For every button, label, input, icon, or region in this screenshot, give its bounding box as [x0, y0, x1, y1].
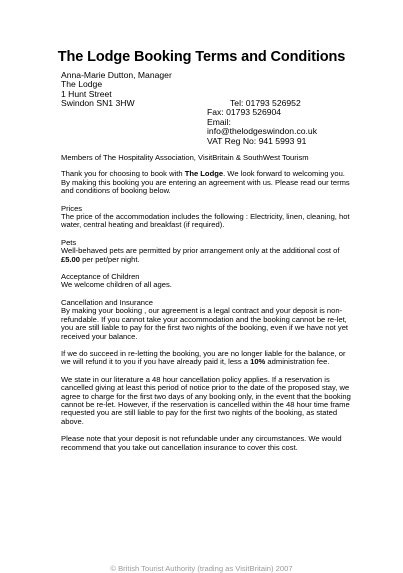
- address-city: Swindon SN1 3HW: [61, 98, 135, 109]
- contact-fax: Fax: 01793 526904: [207, 107, 282, 118]
- children-text: We welcome children of all ages.: [61, 280, 172, 290]
- address-org: The Lodge: [61, 79, 103, 90]
- cancellation-paragraph-1: By making your booking , our agreement is a legal contract and your deposit is non-refundable. If you cannot take your accommodation and the booking cannot be re-let, you are still liable to pay for the first two nights of the booking, even if we have not yet received your balance.: [61, 306, 349, 341]
- cancellation-paragraph-4: Please note that your deposit is not refundable under any circumstances. We would recommend that you take out cancellation insurance to cover this cost.: [61, 434, 342, 452]
- document-body: [61, 154, 351, 452]
- document-title: The Lodge Booking Terms and Conditions: [57, 49, 346, 65]
- cancellation-heading: Cancellation and Insurance: [61, 297, 154, 307]
- members-line: Members of The Hospitality Association, VisitBritain & SouthWest Tourism: [61, 153, 309, 162]
- pets-text-2: per pet/per night.: [80, 254, 140, 264]
- pets-text-1: Well-behaved pets are permitted by prior arrangement only at the additional cost of: [61, 246, 340, 256]
- copyright-footer: © British Tourist Authority (trading as VisitBritain) 2007: [110, 564, 293, 573]
- prices-text: The price of the accommodation includes the following : Electricity, linen, cleaning, hot water, central heating and breakfast (if required).: [61, 212, 350, 230]
- cancellation-paragraph-3: We state in our literature a 48 hour cancellation policy applies. If a reservation is cancelled giving at least this period of notice prior to the date of the proposed stay, we agree to charge for the first two days of any booking only, in the event that the booking cannot be re-let. However, if the reservation is cancelled within the 48 hour time frame requested you are still liable to pay for the first two nights of the booking, as stated above.: [61, 374, 351, 426]
- address-street: 1 Hunt Street: [61, 88, 112, 99]
- pets-cost: £5.00: [61, 254, 81, 264]
- intro-text-2: . We look forward to welcoming you. By making this booking you are entering an agreement with us. Please read our terms and conditions of booking below.: [61, 169, 350, 196]
- prices-heading: Prices: [61, 203, 83, 213]
- cancellation-p2-text-2: administration fee.: [265, 357, 330, 367]
- intro-text-1: Thank you for choosing to book with: [61, 169, 185, 179]
- cancellation-fee-percent: 10%: [250, 357, 266, 367]
- contact-email: info@thelodgeswindon.co.uk: [207, 126, 318, 137]
- cancellation-paragraph-2: [61, 350, 351, 367]
- intro-paragraph: [61, 170, 351, 195]
- cancellation-p2-text-1: If we do succeed in re-letting the booking, you are no longer liable for the balance, or we will refund it to you if you have already paid it, less a: [61, 348, 346, 367]
- contact-tel: Tel: 01793 526952: [230, 98, 301, 108]
- address-block: [61, 71, 172, 109]
- contact-block: [207, 99, 317, 146]
- intro-lodge-name: The Lodge: [184, 169, 224, 179]
- contact-email-label: Email:: [207, 116, 231, 127]
- pets-heading: Pets: [61, 237, 77, 247]
- pets-text: [61, 247, 351, 264]
- address-name: Anna-Marie Dutton, Manager: [61, 70, 172, 80]
- contact-vat: VAT Reg No: 941 5993 91: [207, 135, 307, 146]
- children-heading: Acceptance of Children: [61, 272, 140, 282]
